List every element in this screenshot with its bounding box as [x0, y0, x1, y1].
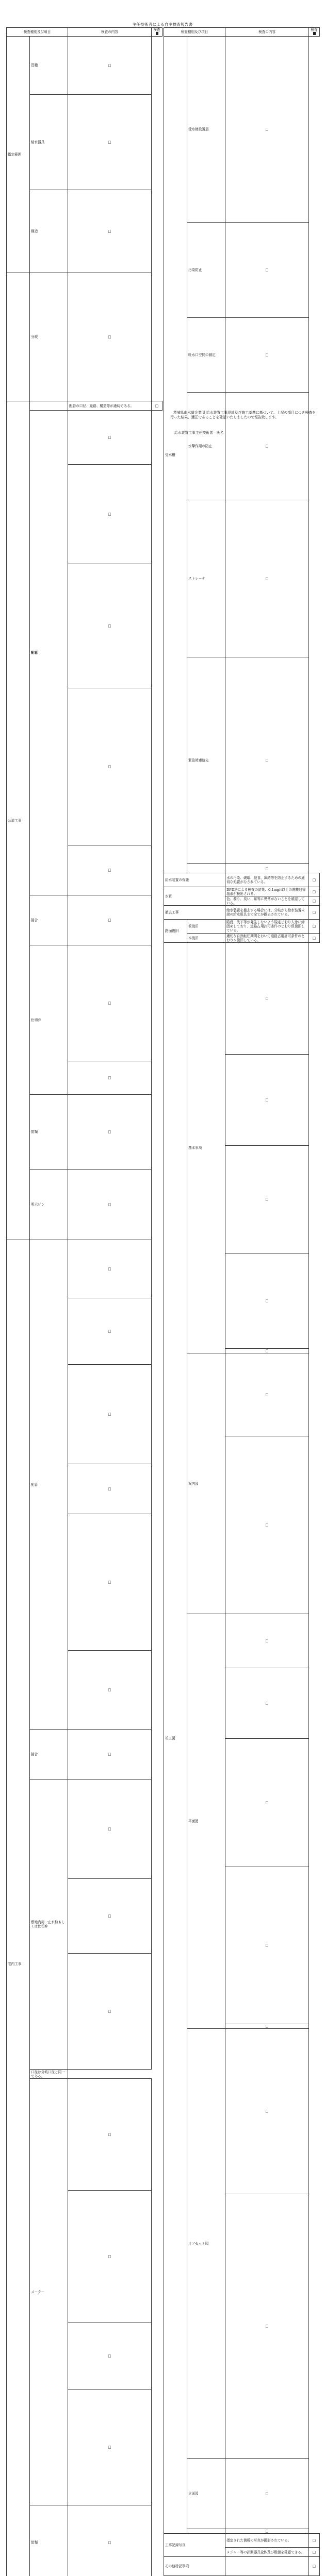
checkbox[interactable]: □ — [108, 1487, 111, 1491]
inspection-content — [225, 2557, 309, 2576]
item-cell: 筐類 — [30, 2505, 68, 2576]
inspection-content: 給水装置を撤去する場合には、分岐から給水装置末端の給水用具まで全てが撤去されている。 — [225, 906, 309, 920]
item-cell: 敷地内第一止水栓もしくは仕切弁 — [30, 1780, 68, 2070]
checkbox[interactable]: □ — [313, 936, 316, 940]
checkbox[interactable]: □ — [265, 127, 268, 131]
inspection-content: 色、濁り、臭い、味等に異常がないことを確認している。 — [225, 896, 309, 906]
item-cell: 配管 — [30, 1240, 68, 1730]
inspection-table-left — [6, 27, 163, 2576]
check-cell — [68, 895, 152, 945]
item-cell: 立面図 — [187, 2459, 225, 2529]
check-cell — [309, 920, 320, 934]
check-cell — [309, 906, 320, 920]
checkbox[interactable]: □ — [313, 878, 316, 882]
inspection-row — [164, 2534, 320, 2548]
checkbox[interactable]: □ — [265, 1801, 268, 1805]
check-cell — [309, 887, 320, 896]
checkbox[interactable]: □ — [108, 1580, 111, 1584]
category-cell: 指定範囲 — [7, 37, 30, 273]
inspection-content: 陥没、沈下等が発生しないよう規定どおり入念に締固めしており、道路占用許可条件のとおり仮復旧している。 — [225, 920, 309, 934]
check-cell — [225, 1739, 309, 1867]
item-cell: 吐水口空間の測定 — [187, 318, 225, 393]
header-check: 検査 — [309, 28, 320, 37]
checkbox[interactable]: □ — [313, 910, 316, 914]
inspection-row — [7, 273, 163, 401]
checkbox[interactable]: □ — [108, 1688, 111, 1692]
check-cell — [68, 1730, 152, 1780]
inspection-content: 口径は分岐口径と同一である。 — [30, 2070, 68, 2079]
check-cell — [68, 945, 152, 1061]
item-cell — [187, 2529, 225, 2534]
check-cell — [225, 223, 309, 318]
check-cell — [309, 2557, 320, 2576]
category-cell: 水質 — [164, 887, 225, 906]
inspection-row — [7, 190, 163, 273]
inspection-content: 配管の口径、経路、構造等が適切である。 — [68, 401, 152, 411]
check-cell — [68, 1365, 152, 1464]
inspection-row — [164, 393, 320, 500]
checkbox[interactable]: □ — [313, 899, 316, 903]
category-cell: 給水装置の保護 — [164, 873, 225, 887]
checkbox[interactable]: □ — [108, 765, 111, 769]
checkbox[interactable]: □ — [313, 924, 316, 928]
category-cell: 工事記録写真 — [164, 2534, 225, 2557]
checkbox[interactable]: □ — [108, 1130, 111, 1134]
check-cell — [68, 1298, 152, 1365]
item-cell — [30, 401, 68, 411]
check-cell — [68, 1240, 152, 1298]
check-cell — [68, 1954, 152, 2070]
check-cell — [68, 1095, 152, 1170]
inspection-row — [7, 1730, 163, 1780]
checkbox[interactable]: □ — [265, 996, 268, 1001]
inspection-row — [7, 2070, 163, 2079]
checkbox[interactable]: □ — [265, 1299, 268, 1303]
item-cell: 受水槽設置届 — [187, 37, 225, 223]
checkbox[interactable]: □ — [265, 577, 268, 581]
inspection-row — [164, 2529, 320, 2534]
inspection-row — [7, 2079, 163, 2191]
checkbox[interactable]: □ — [108, 1202, 111, 1207]
inspection-content: 指定された箇所の写真が撮影されている。 — [225, 2534, 309, 2548]
checkbox[interactable]: □ — [265, 2024, 268, 2028]
checkbox[interactable]: □ — [108, 1001, 111, 1005]
checkbox[interactable]: □ — [108, 1076, 111, 1080]
checkbox[interactable]: □ — [108, 140, 111, 144]
inspection-row — [164, 943, 320, 1055]
inspection-content: 水の汚染、破壊、侵食、凍結等を防止するための適切な処置がなされている。 — [225, 873, 309, 887]
inspection-row — [164, 934, 320, 943]
check-cell — [225, 943, 309, 1055]
inspection-content: DPD法による検査の結果、0.1mg/ℓ以上の遊離残留塩素が検出される。 — [225, 887, 309, 896]
footer-statement: 茨城県南水道企業団 給水装置工事設計及び施工基準に基づいて、上記の項目につき検査を行った結果、適正であることを確認いたしましたので報告致します。 — [170, 411, 316, 420]
item-cell: 本復旧 — [187, 934, 225, 943]
checkbox[interactable]: □ — [108, 2255, 111, 2259]
inspection-table-right — [164, 27, 320, 2576]
item-cell: 仕切弁 — [30, 945, 68, 1095]
check-cell — [225, 2459, 309, 2529]
checkbox[interactable]: □ — [265, 1393, 268, 1397]
check-cell — [309, 2548, 320, 2557]
checkbox[interactable]: □ — [265, 1098, 268, 1102]
inspection-row — [7, 1095, 163, 1170]
item-cell: 接合 — [30, 895, 68, 945]
item-cell: オフセット図 — [187, 2029, 225, 2459]
checkbox[interactable]: □ — [108, 2132, 111, 2137]
category-cell: 公道工事 — [7, 401, 30, 1240]
inspection-row — [7, 2505, 163, 2576]
item-cell: 基本事項 — [187, 943, 225, 1353]
item-cell: 平面図 — [187, 1614, 225, 2029]
checkbox[interactable]: □ — [108, 2445, 111, 2449]
checkbox[interactable]: □ — [265, 1197, 268, 1201]
checkbox[interactable]: □ — [108, 1329, 111, 1333]
check-cell — [68, 845, 152, 895]
check-cell — [225, 657, 309, 864]
check-cell — [68, 1061, 152, 1095]
check-cell — [225, 1668, 309, 1739]
checkbox[interactable]: □ — [265, 1943, 268, 1947]
checkbox[interactable]: □ — [265, 1349, 268, 1353]
checkbox[interactable]: □ — [265, 353, 268, 357]
inspection-row — [7, 401, 163, 411]
inspection-row — [164, 864, 320, 873]
checkbox[interactable]: □ — [108, 1752, 111, 1756]
header-category: 検査種別及び項目 — [7, 28, 68, 37]
item-cell: 仮復旧 — [187, 920, 225, 934]
item-cell: 案内図 — [187, 1353, 225, 1614]
signature-line: 給水装置工事主任技術者 氏名 — [174, 430, 223, 435]
inspection-row — [7, 1170, 163, 1240]
category-cell: 撤去工事 — [164, 906, 225, 920]
inspection-row — [164, 2557, 320, 2576]
check-cell — [225, 2194, 309, 2459]
checkbox[interactable]: □ — [155, 404, 158, 408]
check-cell — [225, 2024, 309, 2029]
check-cell — [225, 1055, 309, 1146]
checkbox[interactable]: □ — [108, 1827, 111, 1831]
item-cell: 管種 — [30, 37, 68, 95]
category-cell — [7, 273, 30, 401]
check-cell — [225, 1349, 309, 1353]
check-cell — [225, 1146, 309, 1253]
category-cell: その他特記事項 — [164, 2557, 225, 2576]
inspection-row — [7, 411, 163, 465]
check-cell — [225, 500, 309, 657]
check-cell — [68, 465, 152, 564]
checkbox[interactable]: □ — [265, 2529, 268, 2533]
checkbox[interactable]: □ — [108, 512, 111, 516]
check-cell — [225, 2529, 309, 2534]
check-cell — [309, 896, 320, 906]
item-cell: 分岐 — [30, 273, 68, 401]
inspection-row — [164, 920, 320, 934]
check-cell — [225, 1436, 309, 1614]
check-cell — [68, 2389, 152, 2505]
inspection-row — [7, 95, 163, 190]
check-cell — [225, 2029, 309, 2194]
inspection-row — [164, 887, 320, 896]
checkbox[interactable]: □ — [313, 2564, 316, 2568]
check-cell — [225, 864, 309, 873]
checkbox[interactable]: □ — [313, 2550, 316, 2554]
item-cell: 明示ピン — [30, 1170, 68, 1240]
check-cell — [225, 393, 309, 500]
category-cell: 竣工図 — [164, 943, 187, 2534]
header-box-icon — [313, 32, 316, 35]
inspection-row — [164, 37, 320, 223]
check-cell — [68, 1170, 152, 1240]
checkbox[interactable]: □ — [108, 1267, 111, 1271]
category-cell: 路面復旧 — [164, 920, 187, 943]
check-cell — [309, 873, 320, 887]
check-cell — [309, 2534, 320, 2548]
check-cell — [225, 1614, 309, 1668]
header-box-icon — [156, 32, 158, 35]
checkbox[interactable]: □ — [265, 444, 268, 448]
checkbox[interactable]: □ — [313, 890, 316, 894]
checkbox[interactable]: □ — [108, 335, 111, 339]
inspection-row — [164, 2459, 320, 2529]
item-cell: 水撃作用の防止 — [187, 393, 225, 500]
checkbox[interactable]: □ — [108, 1412, 111, 1416]
check-cell — [68, 273, 152, 401]
checkbox[interactable]: □ — [265, 758, 268, 762]
check-cell — [68, 2505, 152, 2576]
inspection-row — [7, 1780, 163, 1879]
checkbox[interactable]: □ — [108, 918, 111, 922]
checkbox[interactable]: □ — [265, 2109, 268, 2113]
checkbox[interactable]: □ — [265, 1639, 268, 1643]
inspection-content: メジャー等の計測器具全体及び数値を確認できる。 — [225, 2548, 309, 2557]
checkbox[interactable]: □ — [265, 1701, 268, 1705]
inspection-row — [164, 1614, 320, 1668]
item-cell: 構造 — [30, 190, 68, 273]
check-cell — [225, 1353, 309, 1436]
checkbox[interactable]: □ — [108, 2540, 111, 2545]
inspection-row — [7, 945, 163, 1061]
item-cell: メーター — [30, 2079, 68, 2505]
inspection-row — [164, 873, 320, 887]
check-cell — [68, 2191, 152, 2323]
item-cell: 筐類 — [30, 1095, 68, 1170]
inspection-row — [164, 318, 320, 393]
checkbox[interactable]: □ — [108, 1914, 111, 1918]
inspection-row — [164, 1353, 320, 1436]
check-cell — [68, 95, 152, 190]
checkbox[interactable]: □ — [108, 229, 111, 233]
check-cell — [68, 190, 152, 273]
item-cell: 緊急時連絡先 — [187, 657, 225, 864]
check-cell — [68, 2079, 152, 2191]
check-cell — [225, 1253, 309, 1349]
check-cell — [68, 564, 152, 688]
item-cell: 配管 — [30, 411, 68, 895]
checkbox[interactable]: □ — [108, 435, 111, 439]
checkbox[interactable]: □ — [313, 2538, 316, 2543]
header-category: 検査種別及び項目 — [164, 28, 225, 37]
check-cell — [68, 2323, 152, 2389]
checkbox[interactable]: □ — [265, 2324, 268, 2328]
check-cell — [309, 934, 320, 943]
check-cell — [68, 1514, 152, 1651]
check-cell — [68, 1464, 152, 1514]
check-cell — [68, 37, 152, 95]
check-cell — [152, 401, 163, 411]
check-cell — [68, 1780, 152, 1879]
checkbox[interactable]: □ — [265, 867, 268, 871]
checkbox[interactable]: □ — [108, 2009, 111, 2013]
check-cell — [68, 1651, 152, 1730]
item-cell: 接合 — [30, 1730, 68, 1780]
item-cell: 給水器具 — [30, 95, 68, 190]
inspection-row — [164, 906, 320, 920]
inspection-row — [7, 37, 163, 95]
check-cell — [225, 318, 309, 393]
header-content: 検査の内容 — [68, 28, 152, 37]
inspection-row — [7, 1240, 163, 1298]
inspection-row — [164, 657, 320, 864]
inspection-row — [164, 500, 320, 657]
checkbox[interactable]: □ — [108, 63, 111, 67]
checkbox[interactable]: □ — [108, 868, 111, 872]
inspection-row — [7, 895, 163, 945]
item-cell — [187, 864, 225, 873]
item-cell: 汚染防止 — [187, 223, 225, 318]
checkbox[interactable]: □ — [265, 2492, 268, 2496]
checkbox[interactable]: □ — [108, 624, 111, 628]
checkbox[interactable]: □ — [265, 1523, 268, 1527]
header-check: 検査 — [152, 28, 163, 37]
inspection-row — [164, 2029, 320, 2194]
document-title: 主任技術者による自主検査報告書 — [0, 22, 325, 27]
inspection-row — [164, 223, 320, 318]
checkbox[interactable]: □ — [265, 268, 268, 272]
item-cell: ストレーナ — [187, 500, 225, 657]
check-cell — [68, 411, 152, 465]
checkbox[interactable]: □ — [108, 2354, 111, 2358]
category-cell: 受水槽 — [164, 37, 187, 873]
category-cell: 宅内工事 — [7, 1240, 30, 2576]
check-cell — [68, 1879, 152, 1954]
check-cell — [225, 1867, 309, 2024]
header-content: 検査の内容 — [225, 28, 309, 37]
inspection-content: 適切な自然転圧期間をおいて道路占用許可条件のとおり本復旧している。 — [225, 934, 309, 943]
check-cell — [225, 37, 309, 223]
check-cell — [68, 688, 152, 845]
